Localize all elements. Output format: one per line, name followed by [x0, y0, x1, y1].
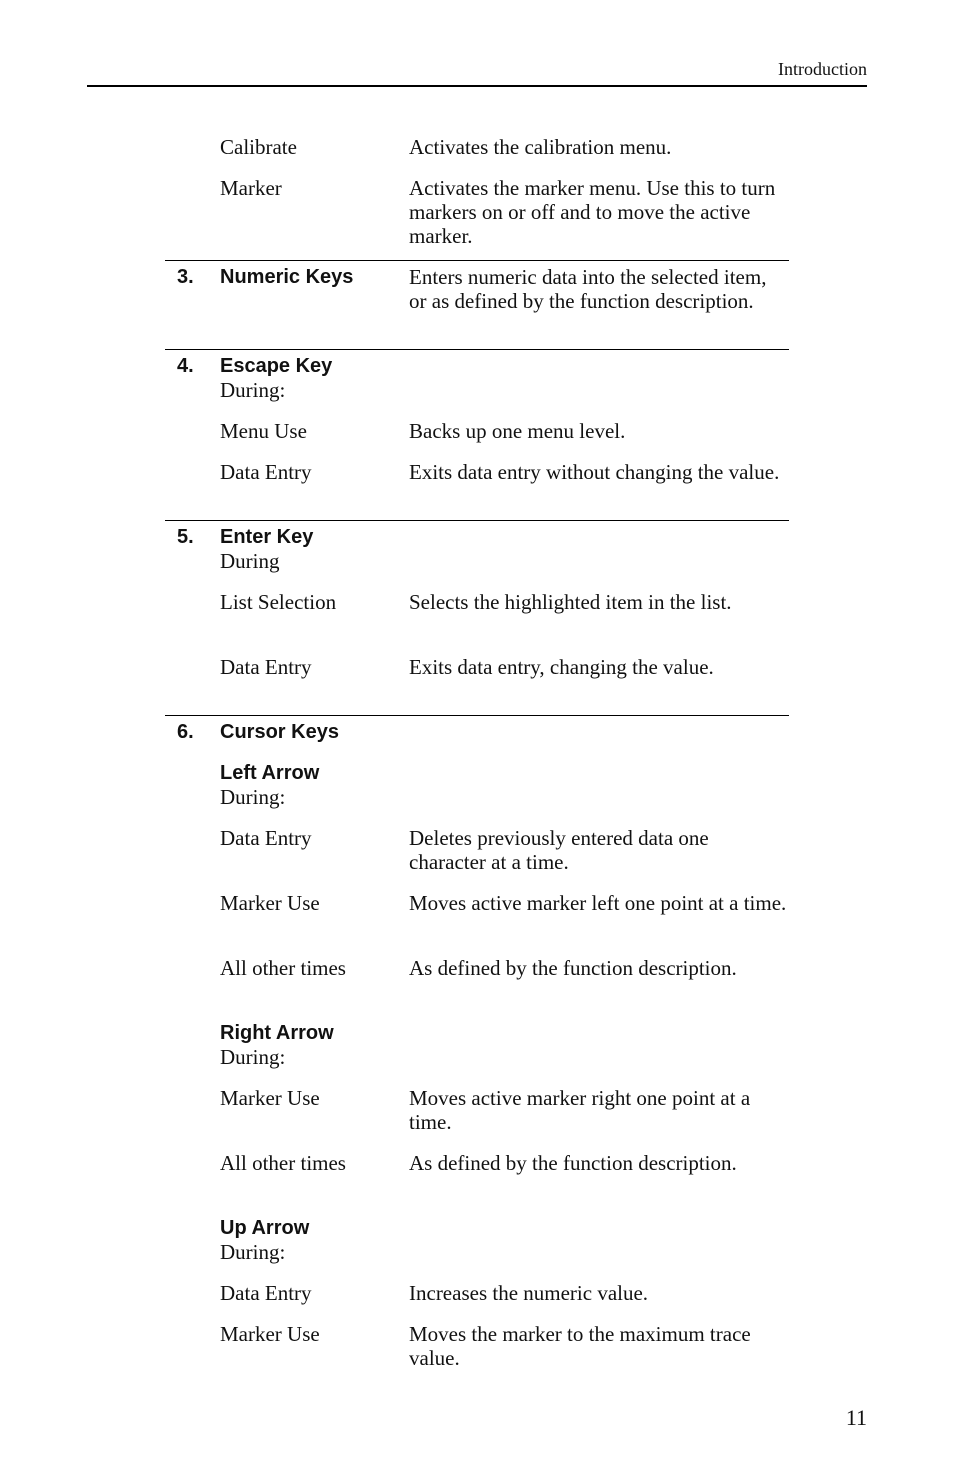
desc-marker-use: Moves active marker right one point at a time.: [409, 1086, 751, 1134]
term-marker-use: Marker Use: [220, 1322, 320, 1346]
term-menu-use: Menu Use: [220, 419, 307, 443]
heading-escape-key: Escape Key: [220, 355, 333, 377]
during-label: During:: [220, 785, 286, 809]
heading-numeric-keys: Numeric Keys: [220, 266, 354, 288]
term-data-entry: Data Entry: [220, 655, 312, 679]
section-divider: [165, 715, 789, 716]
heading-up-arrow: Up Arrow: [220, 1217, 310, 1239]
during-label: During:: [220, 1045, 286, 1069]
term-list-selection: List Selection: [220, 590, 337, 614]
heading-cursor-keys: Cursor Keys: [220, 721, 339, 743]
item-number: 3.: [177, 266, 194, 288]
desc-marker: Activates the marker menu. Use this to turn markers on or off and to move the active marker.: [409, 176, 776, 248]
term-marker: Marker: [220, 176, 282, 200]
desc-menu-use: Backs up one menu level.: [409, 419, 626, 443]
term-all-other-times: All other times: [220, 956, 346, 980]
desc-all-other-times: As defined by the function description.: [409, 956, 737, 980]
desc-marker-use: Moves active marker left one point at a time.: [409, 891, 787, 915]
heading-right-arrow: Right Arrow: [220, 1022, 334, 1044]
desc-all-other-times: As defined by the function description.: [409, 1151, 737, 1175]
desc-numeric-keys: Enters numeric data into the selected item, or as defined by the function description.: [409, 265, 767, 313]
header-rule: [87, 85, 867, 87]
term-data-entry: Data Entry: [220, 826, 312, 850]
page-number: 11: [845, 1405, 867, 1430]
item-number: 4.: [177, 355, 194, 377]
during-label: During:: [220, 1240, 286, 1264]
desc-calibrate: Activates the calibration menu.: [409, 135, 672, 159]
term-data-entry: Data Entry: [220, 1281, 312, 1305]
running-header: Introduction: [778, 59, 867, 79]
during-label: During: [220, 549, 280, 573]
desc-data-entry: Deletes previously entered data one character at a time.: [409, 826, 709, 874]
term-marker-use: Marker Use: [220, 1086, 320, 1110]
during-label: During:: [220, 378, 286, 402]
section-divider: [165, 520, 789, 521]
section-divider: [165, 349, 789, 350]
item-number: 5.: [177, 526, 194, 548]
desc-marker-use: Moves the marker to the maximum trace value.: [409, 1322, 751, 1370]
term-data-entry: Data Entry: [220, 460, 312, 484]
heading-left-arrow: Left Arrow: [220, 762, 320, 784]
desc-data-entry: Increases the numeric value.: [409, 1281, 649, 1305]
desc-data-entry: Exits data entry, changing the value.: [409, 655, 714, 679]
term-all-other-times: All other times: [220, 1151, 346, 1175]
desc-data-entry: Exits data entry without changing the value.: [409, 460, 780, 484]
term-marker-use: Marker Use: [220, 891, 320, 915]
desc-list-selection: Selects the highlighted item in the list.: [409, 590, 732, 614]
section-divider: [165, 260, 789, 261]
term-calibrate: Calibrate: [220, 135, 297, 159]
heading-enter-key: Enter Key: [220, 526, 314, 548]
item-number: 6.: [177, 721, 194, 743]
